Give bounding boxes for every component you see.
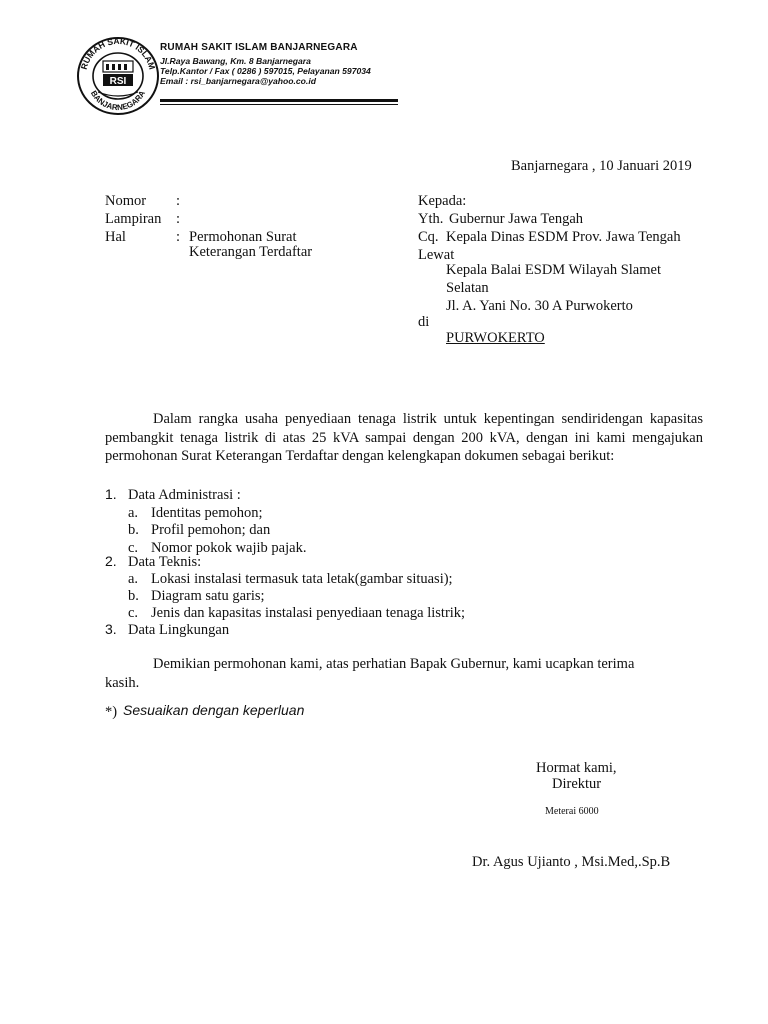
list-item-title: Data Administrasi : bbox=[128, 487, 241, 503]
recipient-yth: Gubernur Jawa Tengah bbox=[449, 211, 584, 227]
list-sub-letter: a. bbox=[128, 571, 139, 587]
recipient-line3: Jl. A. Yani No. 30 A Purwokerto bbox=[446, 298, 633, 314]
hal-label: Hal bbox=[105, 229, 126, 245]
list-number: 1. bbox=[105, 486, 117, 502]
recipient-yth-prefix: Yth. bbox=[418, 211, 444, 227]
recipient-cq-prefix: Cq. bbox=[418, 229, 439, 245]
list-sub-letter: a. bbox=[128, 505, 139, 521]
place-date: Banjarnegara , 10 Januari 2019 bbox=[511, 158, 692, 174]
list-sub-item: Profil pemohon; dan bbox=[151, 522, 271, 538]
note-asterisk: *) bbox=[105, 704, 118, 720]
hospital-phone: Telp.Kantor / Fax ( 0286 ) 597015, Pelayanan 597034 bbox=[160, 66, 371, 76]
lampiran-label: Lampiran bbox=[105, 211, 162, 227]
list-sub-letter: c. bbox=[128, 540, 139, 556]
lampiran-colon: : bbox=[176, 211, 181, 227]
recipient-kepada: Kepada: bbox=[418, 193, 467, 209]
list-sub-letter: b. bbox=[128, 588, 139, 604]
letterhead-rule-thick bbox=[160, 99, 398, 102]
recipient-lewat: Lewat bbox=[418, 247, 455, 263]
svg-text:RUMAH SAKIT ISLAM: RUMAH SAKIT ISLAM bbox=[78, 35, 158, 71]
list-sub-item: Jenis dan kapasitas instalasi penyediaan tenaga listrik; bbox=[151, 605, 466, 621]
list-item-title: Data Teknis: bbox=[128, 554, 202, 570]
recipient-di: di bbox=[418, 314, 430, 330]
list-sub-item: Nomor pokok wajib pajak. bbox=[151, 540, 307, 556]
recipient-city: PURWOKERTO bbox=[446, 330, 545, 346]
hospital-logo-icon bbox=[76, 34, 160, 118]
list-sub-item: Identitas pemohon; bbox=[151, 505, 263, 521]
note-text: Sesuaikan dengan keperluan bbox=[123, 702, 305, 718]
list-number: 2. bbox=[105, 553, 117, 569]
meterai-stamp-label: Meterai 6000 bbox=[545, 806, 599, 817]
letterhead-rule-thin bbox=[160, 104, 398, 105]
hospital-email: Email : rsi_banjarnegara@yahoo.co.id bbox=[160, 76, 316, 86]
nomor-colon: : bbox=[176, 193, 181, 209]
list-sub-item: Diagram satu garis; bbox=[151, 588, 265, 604]
logo-center-text: RSI bbox=[109, 76, 127, 87]
recipient-line1: Kepala Balai ESDM Wilayah Slamet bbox=[446, 262, 661, 278]
list-sub-letter: b. bbox=[128, 522, 139, 538]
list-sub-letter: c. bbox=[128, 605, 139, 621]
closing-paragraph: Demikian permohonan kami, atas perhatian Bapak Gubernur, kami ucapkan terima kasih. bbox=[105, 656, 635, 691]
hospital-name: RUMAH SAKIT ISLAM BANJARNEGARA bbox=[160, 42, 358, 53]
list-sub-item: Lokasi instalasi termasuk tata letak(gambar situasi); bbox=[151, 571, 453, 587]
nomor-label: Nomor bbox=[105, 193, 147, 209]
body-paragraph: Dalam rangka usaha penyediaan tenaga listrik untuk kepentingan sendiridengan kapasitas pembangkit tenaga listrik di atas 25 kVA sampai dengan 200 kVA, dengan ini kami mengajukan permohonan Surat Keterangan Terdaftar dengan kelengkapan dokumen sebagai berikut: bbox=[105, 411, 703, 464]
list-number: 3. bbox=[105, 621, 117, 637]
hal-text-line1: Permohonan Surat bbox=[189, 229, 297, 245]
hal-colon: : bbox=[176, 229, 181, 245]
signer-name: Dr. Agus Ujianto , Msi.Med,.Sp.B bbox=[472, 854, 671, 870]
hal-text-line2: Keterangan Terdaftar bbox=[189, 244, 313, 260]
hospital-address: Jl.Raya Bawang, Km. 8 Banjarnegara bbox=[160, 56, 311, 66]
signature-greeting: Hormat kami, bbox=[536, 760, 617, 776]
list-item-title: Data Lingkungan bbox=[128, 622, 230, 638]
signature-position: Direktur bbox=[552, 776, 602, 792]
svg-text:BANJARNEGARA: BANJARNEGARA bbox=[88, 89, 148, 113]
recipient-cq: Kepala Dinas ESDM Prov. Jawa Tengah bbox=[446, 229, 681, 245]
recipient-line2: Selatan bbox=[446, 280, 489, 296]
